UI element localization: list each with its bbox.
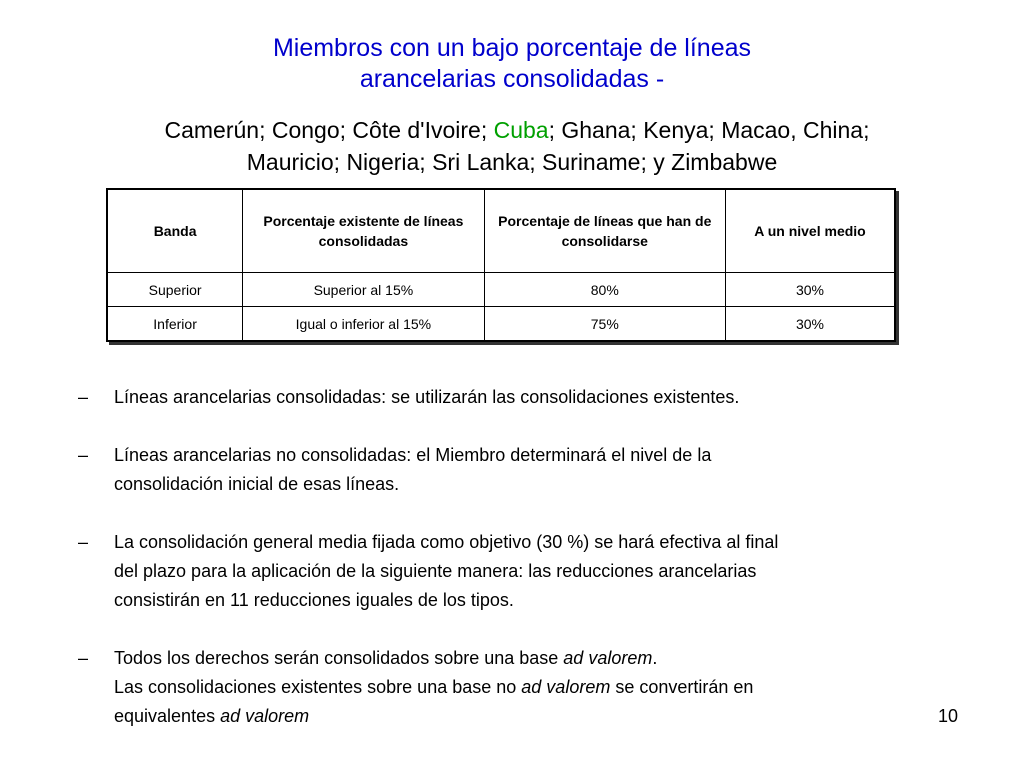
text-run: .	[652, 648, 658, 668]
text-run: se convertirán en	[610, 677, 754, 697]
table-cell: Superior al 15%	[243, 273, 484, 307]
band-table	[106, 188, 896, 342]
page-number: 10	[938, 706, 959, 726]
bullet-text: consolidación inicial de esas líneas.	[114, 474, 400, 494]
bullet-dash: –	[78, 445, 89, 465]
header-lines-to-bind: Porcentaje de líneas que han de consolidarse	[484, 189, 725, 273]
italic-term: ad valorem	[521, 677, 611, 697]
bullet-text: Líneas arancelarias consolidadas: se utilizarán las consolidaciones existentes.	[114, 387, 740, 407]
table-cell: 80%	[484, 273, 725, 307]
table-row	[107, 273, 895, 307]
table-cell: 75%	[484, 307, 725, 342]
table-cell: Inferior	[107, 307, 243, 342]
table-row	[107, 307, 895, 342]
bullet-list	[78, 383, 958, 760]
bullet-item	[78, 383, 958, 412]
table-cell: 30%	[725, 307, 895, 342]
bullet-dash: –	[78, 648, 89, 668]
member-list	[0, 114, 1024, 178]
text-run: Todos los derechos serán consolidados sobre una base	[114, 648, 564, 668]
header-banda: Banda	[107, 189, 243, 273]
member-list-part-a: Camerún; Congo; Côte d'Ivoire;	[164, 117, 494, 143]
bullet-item	[78, 528, 958, 615]
bullet-text	[114, 702, 958, 731]
header-existing-percentage: Porcentaje existente de líneas consolidadas	[243, 189, 484, 273]
table-cell: Igual o inferior al 15%	[243, 307, 484, 342]
bullet-text: Líneas arancelarias no consolidadas: el Miembro determinará el nivel de la	[114, 445, 712, 465]
text-run: equivalentes	[114, 706, 221, 726]
bullet-text	[114, 644, 958, 673]
bullet-dash: –	[78, 387, 89, 407]
text-run: Las consolidaciones existentes sobre una base no	[114, 677, 522, 697]
bullet-text: del plazo para la aplicación de la siguiente manera: las reducciones arancelarias	[114, 561, 757, 581]
title-line-1: Miembros con un bajo porcentaje de líneas	[272, 34, 752, 62]
bullet-text: consistirán en 11 reducciones iguales de los tipos.	[114, 590, 514, 610]
title-line-2: arancelarias consolidadas -	[359, 65, 665, 93]
table-header-row	[107, 189, 895, 273]
member-list-part-b: ; Ghana; Kenya; Macao, China;	[548, 117, 870, 143]
bullet-item	[78, 441, 958, 499]
bullet-text	[114, 673, 958, 702]
italic-term: ad valorem	[220, 706, 310, 726]
slide-title	[0, 33, 1024, 95]
table-cell: Superior	[107, 273, 243, 307]
member-list-line-2: Mauricio; Nigeria; Sri Lanka; Suriname; y Zimbabwe	[246, 149, 778, 175]
bullet-dash: –	[78, 532, 89, 552]
italic-term: ad valorem	[563, 648, 653, 668]
bullet-item	[78, 644, 958, 731]
member-cuba: Cuba	[493, 117, 549, 143]
header-average-level: A un nivel medio	[725, 189, 895, 273]
bullet-text: La consolidación general media fijada como objetivo (30 %) se hará efectiva al final	[114, 532, 779, 552]
member-list-line-1	[0, 114, 1024, 146]
table-cell: 30%	[725, 273, 895, 307]
